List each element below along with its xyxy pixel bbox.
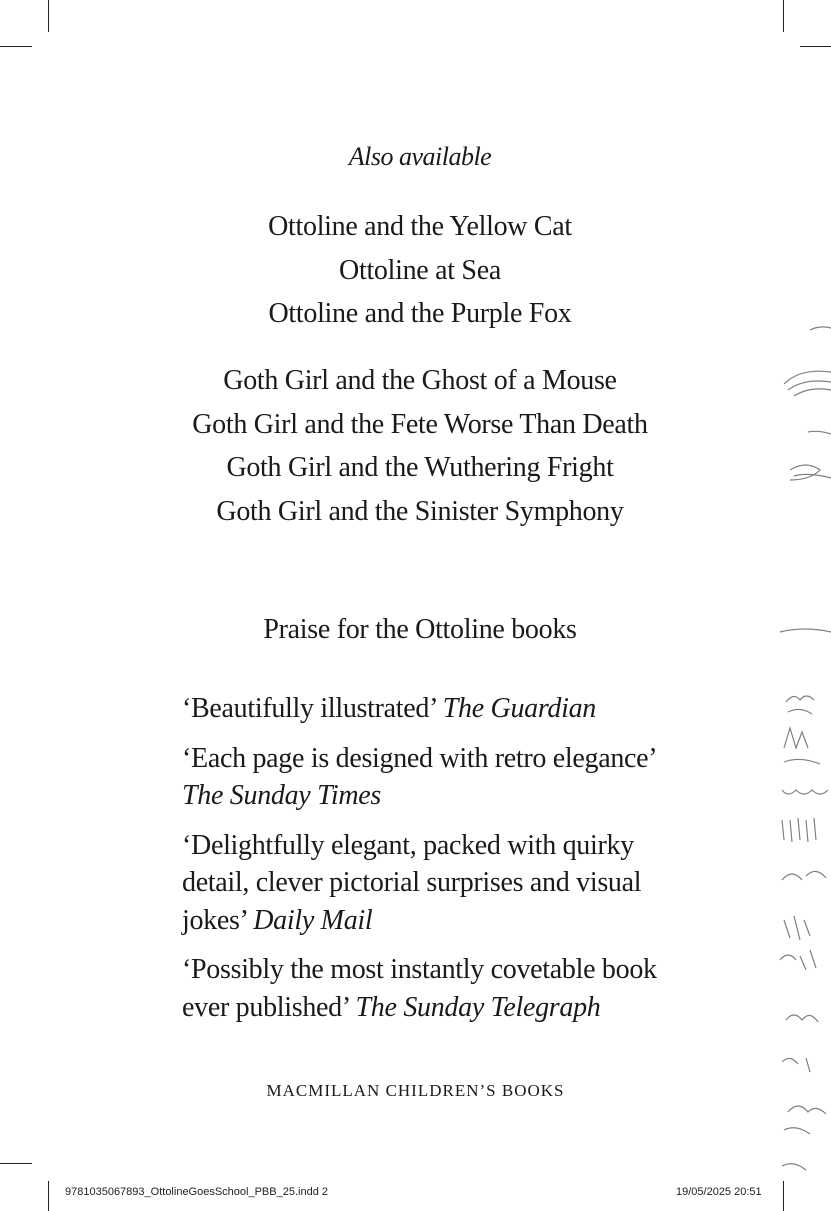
list-item: Ottoline and the Yellow Cat [268,211,572,242]
publisher-imprint: MACMILLAN CHILDREN’S BOOKS [266,1081,565,1100]
crop-mark-bottom-left [48,1181,49,1211]
goth-girl-titles-list [0,359,831,533]
bleed-illustration [770,320,831,1190]
quote-text: ‘Beautifully illustrated’ [182,693,437,724]
crop-mark-top-right [783,0,784,32]
slug-filename: 9781035067893_OttolineGoesSchool_PBB_25.indd 2 [65,1186,328,1198]
praise-quote [182,740,702,815]
quote-source: The Sunday Telegraph [355,991,601,1023]
crop-mark-right-top [800,46,831,47]
praise-quote [182,690,702,728]
praise-quotes [182,690,702,1038]
quote-source: The Guardian [442,693,596,724]
quote-source: Daily Mail [253,904,373,936]
list-item: Ottoline and the Purple Fox [268,298,572,329]
praise-quote [182,951,702,1026]
crop-mark-left-bottom [0,1163,32,1164]
ottoline-titles-list [0,205,831,336]
list-item: Goth Girl and the Sinister Symphony [216,495,624,527]
quote-text: ‘Delightfully elegant, packed with quirky detail, clever pictorial surprises and visual jokes’ [182,829,642,936]
quote-text: ‘Possibly the most instantly covetable book ever published’ [182,954,657,1023]
list-item: Goth Girl and the Ghost of a Mouse [223,365,617,396]
slug-datetime: 19/05/2025 20:51 [676,1186,762,1198]
also-available-heading: Also available [348,142,492,171]
crop-mark-left-top [0,46,32,47]
quote-source: The Sunday Times [182,780,381,811]
list-item: Goth Girl and the Wuthering Fright [226,452,614,483]
quote-text: ‘Each page is designed with retro elegance’ [182,742,658,774]
praise-heading: Praise for the Ottoline books [263,614,577,645]
list-item: Ottoline at Sea [339,254,501,286]
crop-mark-top-left [48,0,49,32]
list-item: Goth Girl and the Fete Worse Than Death [192,408,648,440]
praise-quote [182,827,702,940]
